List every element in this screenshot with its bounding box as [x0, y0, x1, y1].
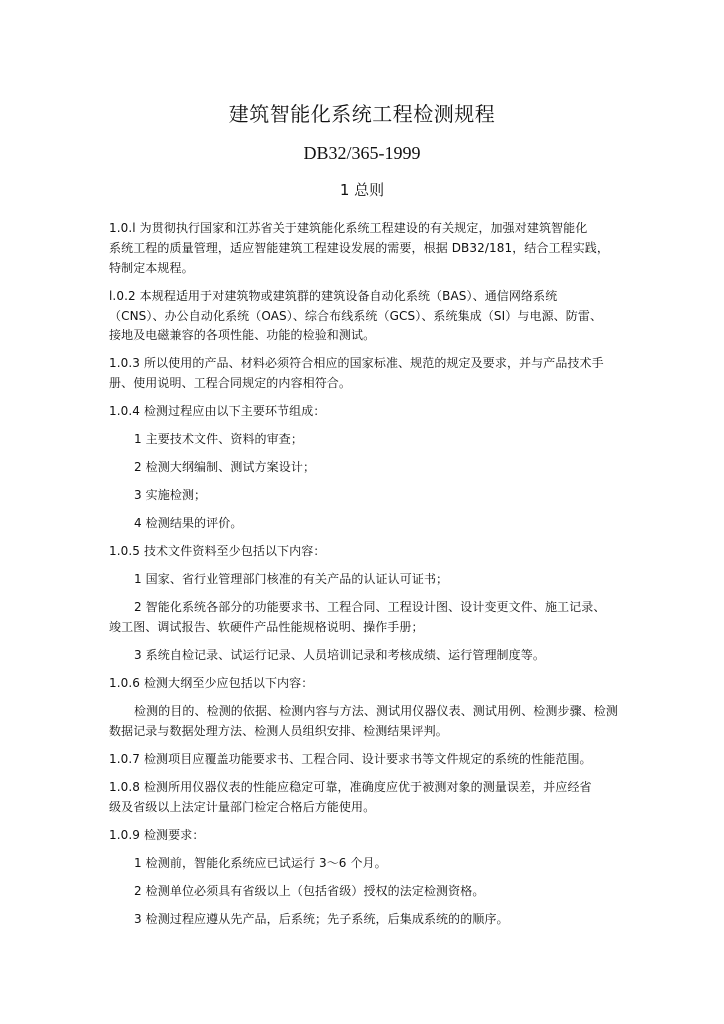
list-item-1-0-5-2-line-1: 2 智能化系统各部分的功能要求书、工程合同、工程设计图、设计变更文件、施工记录、 [134, 600, 606, 614]
list-item-1-0-5-3: 3 系统自检记录、试运行记录、人员培训记录和考核成绩、运行管理制度等。 [134, 648, 545, 662]
paragraph-1-0-6-body-line-1: 检测的目的、检测的依据、检测内容与方法、测试用仪器仪表、测试用例、检测步骤、检测 [134, 704, 619, 718]
list-item-1-0-9-1: 1 检测前，智能化系统应已试运行 3～6 个月。 [134, 856, 387, 870]
paragraph-1-0-8-line-2: 级及省级以上法定计量部门检定合格后方能使用。 [109, 800, 376, 814]
paragraph-1-0-2-line-1: l.0.2 本规程适用于对建筑物或建筑群的建筑设备自动化系统（BAS）、通信网络系统 [109, 289, 558, 303]
paragraph-1-0-4: 1.0.4 检测过程应由以下主要环节组成： [109, 404, 326, 418]
paragraph-1-0-5: 1.0.5 技术文件资料至少包括以下内容： [109, 544, 326, 558]
list-item-1-0-5-2-line-2: 竣工图、调试报告、软硬件产品性能规格说明、操作手册； [109, 620, 424, 634]
list-item-1-0-4-1: 1 主要技术文件、资料的审查； [134, 432, 303, 446]
paragraph-1-0-1-line-3: 特制定本规程。 [109, 261, 194, 275]
list-item-1-0-4-3: 3 实施检测； [134, 488, 207, 502]
paragraph-1-0-1-line-2: 系统工程的质量管理，适应智能建筑工程建设发展的需要，根据 DB32/181，结合工程实践， [109, 241, 610, 255]
standard-code: DB32/365-1999 [303, 143, 421, 163]
paragraph-1-0-8-line-1: 1.0.8 检测所用仪器仪表的性能应稳定可靠，准确度应优于被测对象的测量误差，并应经省 [109, 780, 592, 794]
paragraph-1-0-3-line-1: 1.0.3 所以使用的产品、材料必须符合相应的国家标准、规范的规定及要求，并与产品技术手 [109, 356, 604, 370]
list-item-1-0-5-1: 1 国家、省行业管理部门核准的有关产品的认证认可证书； [134, 572, 449, 586]
paragraph-1-0-6-body-line-2: 数据记录与数据处理方法、检测人员组织安排、检测结果评判。 [109, 724, 448, 738]
chapter-heading: 1 总则 [339, 181, 385, 199]
paragraph-1-0-1-line-1: 1.0.l 为贯彻执行国家和江苏省关于建筑能化系统工程建设的有关规定，加强对建筑智能化 [109, 221, 588, 235]
paragraph-1-0-6: 1.0.6 检测大纲至少应包括以下内容： [109, 676, 314, 690]
paragraph-1-0-2-line-3: 接地及电磁兼容的各项性能、功能的检验和测试。 [109, 328, 376, 342]
list-item-1-0-4-4: 4 检测结果的评价。 [134, 516, 243, 530]
paragraph-1-0-3-line-2: 册、使用说明、工程合同规定的内容相符合。 [109, 376, 352, 390]
list-item-1-0-9-2: 2 检测单位必须具有省级以上（包括省级）授权的法定检测资格。 [134, 884, 485, 898]
paragraph-1-0-9: 1.0.9 检测要求： [109, 828, 205, 842]
list-item-1-0-9-3: 3 检测过程应遵从先产品，后系统；先子系统，后集成系统的的顺序。 [134, 912, 509, 926]
paragraph-1-0-7: 1.0.7 检测项目应覆盖功能要求书、工程合同、设计要求书等文件规定的系统的性能范围。 [109, 752, 592, 766]
paragraph-1-0-2-line-2: （CNS）、办公自动化系统（OAS）、综合布线系统（GCS）、系统集成（SI）与电源、防雷、 [109, 309, 603, 323]
document-title: 建筑智能化系统工程检测规程 [228, 102, 496, 126]
list-item-1-0-4-2: 2 检测大纲编制、测试方案设计； [134, 460, 316, 474]
